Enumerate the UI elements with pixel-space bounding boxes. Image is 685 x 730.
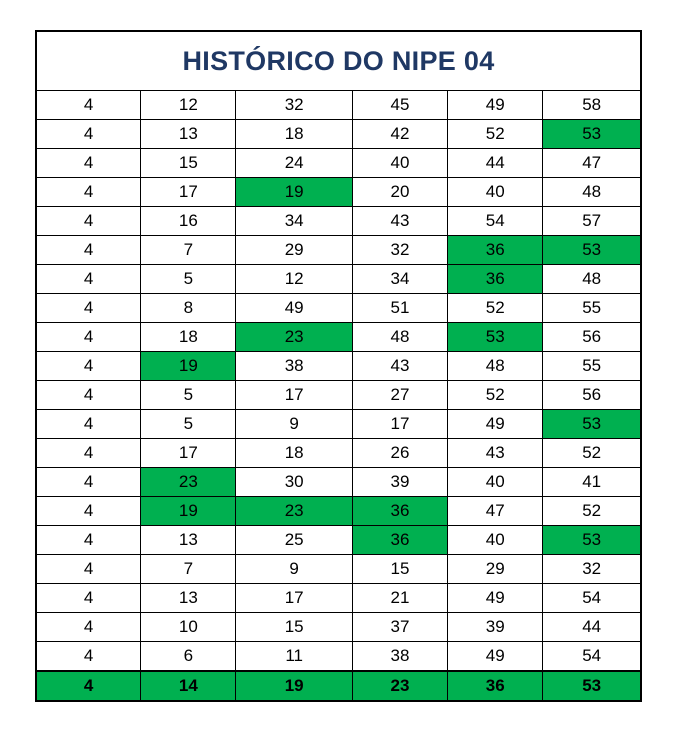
table-cell[interactable]: 23 [236,323,352,352]
table-cell[interactable]: 49 [448,91,543,120]
table-cell[interactable]: 20 [352,178,447,207]
table-cell[interactable]: 54 [448,207,543,236]
table-row [37,468,640,497]
spreadsheet-sheet [35,30,642,702]
table-cell[interactable]: 17 [236,584,352,613]
table-row [37,91,640,120]
table-cell[interactable]: 43 [352,352,447,381]
table-cell[interactable]: 38 [352,642,447,672]
table-cell[interactable]: 48 [543,265,640,294]
table-row [37,294,640,323]
table-cell[interactable]: 4 [37,149,141,178]
table-cell[interactable]: 19 [236,178,352,207]
table-cell[interactable]: 42 [352,120,447,149]
table-cell[interactable]: 25 [236,526,352,555]
table-cell[interactable]: 43 [448,439,543,468]
table-cell[interactable]: 4 [37,178,141,207]
table-cell[interactable]: 29 [236,236,352,265]
table-cell[interactable]: 13 [141,120,236,149]
summary-cell[interactable]: 4 [37,671,141,700]
table-cell[interactable]: 15 [352,555,447,584]
table-cell[interactable]: 4 [37,410,141,439]
table-cell[interactable]: 6 [141,642,236,672]
table-cell[interactable]: 38 [236,352,352,381]
table-cell[interactable]: 27 [352,381,447,410]
table-cell[interactable]: 53 [448,323,543,352]
table-cell[interactable]: 55 [543,294,640,323]
table-cell[interactable]: 54 [543,642,640,672]
table-cell[interactable]: 18 [236,120,352,149]
table-cell[interactable]: 9 [236,555,352,584]
table-cell[interactable]: 12 [141,91,236,120]
summary-cell[interactable]: 36 [448,671,543,700]
table-cell[interactable]: 4 [37,584,141,613]
table-cell[interactable]: 24 [236,149,352,178]
table-cell[interactable]: 40 [448,526,543,555]
table-cell[interactable]: 40 [448,178,543,207]
table-cell[interactable]: 32 [352,236,447,265]
table-cell[interactable]: 53 [543,236,640,265]
table-cell[interactable]: 17 [236,381,352,410]
summary-cell[interactable]: 14 [141,671,236,700]
table-cell[interactable]: 8 [141,294,236,323]
table-cell[interactable]: 11 [236,642,352,672]
sheet-title: HISTÓRICO DO NIPE 04 [37,32,640,91]
table-row [37,410,640,439]
table-cell[interactable]: 18 [236,439,352,468]
table-cell[interactable]: 4 [37,91,141,120]
table-cell[interactable]: 56 [543,323,640,352]
table-row [37,381,640,410]
table-cell[interactable]: 29 [448,555,543,584]
table-cell[interactable]: 4 [37,236,141,265]
table-cell[interactable]: 26 [352,439,447,468]
table-cell[interactable]: 37 [352,613,447,642]
table-cell[interactable]: 39 [448,613,543,642]
table-cell[interactable]: 48 [352,323,447,352]
table-cell[interactable]: 10 [141,613,236,642]
table-cell[interactable]: 36 [352,497,447,526]
table-row [37,352,640,381]
table-cell[interactable]: 30 [236,468,352,497]
table-cell[interactable]: 4 [37,613,141,642]
table-cell[interactable]: 52 [543,439,640,468]
table-row [37,613,640,642]
table-row [37,497,640,526]
table-cell[interactable]: 4 [37,323,141,352]
table-cell[interactable]: 52 [448,381,543,410]
table-cell[interactable]: 36 [448,236,543,265]
table-cell[interactable]: 55 [543,352,640,381]
table-cell[interactable]: 17 [352,410,447,439]
table-cell[interactable]: 32 [543,555,640,584]
table-cell[interactable]: 15 [141,149,236,178]
number-history-table [37,91,640,700]
table-cell[interactable]: 53 [543,526,640,555]
table-row [37,149,640,178]
table-cell[interactable]: 7 [141,236,236,265]
table-cell[interactable]: 57 [543,207,640,236]
table-cell[interactable]: 43 [352,207,447,236]
table-cell[interactable]: 52 [448,120,543,149]
table-cell[interactable]: 47 [543,149,640,178]
table-cell[interactable]: 4 [37,352,141,381]
table-cell[interactable]: 7 [141,555,236,584]
table-cell[interactable]: 49 [236,294,352,323]
table-cell[interactable]: 4 [37,294,141,323]
table-row [37,207,640,236]
table-cell[interactable]: 19 [141,352,236,381]
table-cell[interactable]: 58 [543,91,640,120]
table-row [37,642,640,672]
table-cell[interactable]: 54 [543,584,640,613]
table-cell[interactable]: 53 [543,120,640,149]
table-cell[interactable]: 40 [448,468,543,497]
table-cell[interactable]: 48 [543,178,640,207]
table-cell[interactable]: 23 [236,497,352,526]
table-cell[interactable]: 16 [141,207,236,236]
table-cell[interactable]: 47 [448,497,543,526]
table-cell[interactable]: 39 [352,468,447,497]
table-cell[interactable]: 45 [352,91,447,120]
table-cell[interactable]: 9 [236,410,352,439]
table-cell[interactable]: 44 [543,613,640,642]
table-cell[interactable]: 56 [543,381,640,410]
table-cell[interactable]: 13 [141,526,236,555]
table-row [37,439,640,468]
table-row [37,265,640,294]
table-cell[interactable]: 48 [448,352,543,381]
table-cell[interactable]: 51 [352,294,447,323]
summary-cell[interactable]: 53 [543,671,640,700]
table-cell[interactable]: 4 [37,497,141,526]
table-cell[interactable]: 23 [141,468,236,497]
table-cell[interactable]: 49 [448,642,543,672]
table-cell[interactable]: 49 [448,584,543,613]
table-cell[interactable]: 18 [141,323,236,352]
table-cell[interactable]: 49 [448,410,543,439]
table-cell[interactable]: 12 [236,265,352,294]
table-cell[interactable]: 4 [37,642,141,672]
table-cell[interactable]: 17 [141,439,236,468]
table-row [37,178,640,207]
table-cell[interactable]: 4 [37,207,141,236]
table-row [37,120,640,149]
table-cell[interactable]: 5 [141,265,236,294]
table-body [37,91,640,700]
table-cell[interactable]: 4 [37,439,141,468]
table-cell[interactable]: 32 [236,91,352,120]
table-cell[interactable]: 4 [37,526,141,555]
table-row [37,236,640,265]
table-cell[interactable]: 4 [37,265,141,294]
table-row [37,555,640,584]
table-cell[interactable]: 19 [141,497,236,526]
table-cell[interactable]: 52 [448,294,543,323]
table-cell[interactable]: 4 [37,555,141,584]
table-cell[interactable]: 4 [37,120,141,149]
table-cell[interactable]: 4 [37,468,141,497]
table-row [37,323,640,352]
summary-cell[interactable]: 23 [352,671,447,700]
table-cell[interactable]: 44 [448,149,543,178]
table-cell[interactable]: 5 [141,410,236,439]
table-cell[interactable]: 36 [352,526,447,555]
table-cell[interactable]: 36 [448,265,543,294]
table-row [37,584,640,613]
table-row [37,526,640,555]
table-cell[interactable]: 40 [352,149,447,178]
table-cell[interactable]: 52 [543,497,640,526]
table-cell[interactable]: 4 [37,381,141,410]
table-cell[interactable]: 13 [141,584,236,613]
table-cell[interactable]: 41 [543,468,640,497]
summary-row [37,671,640,700]
table-cell[interactable]: 21 [352,584,447,613]
summary-cell[interactable]: 19 [236,671,352,700]
table-cell[interactable]: 5 [141,381,236,410]
table-cell[interactable]: 17 [141,178,236,207]
table-cell[interactable]: 53 [543,410,640,439]
table-cell[interactable]: 34 [352,265,447,294]
table-cell[interactable]: 34 [236,207,352,236]
table-cell[interactable]: 15 [236,613,352,642]
